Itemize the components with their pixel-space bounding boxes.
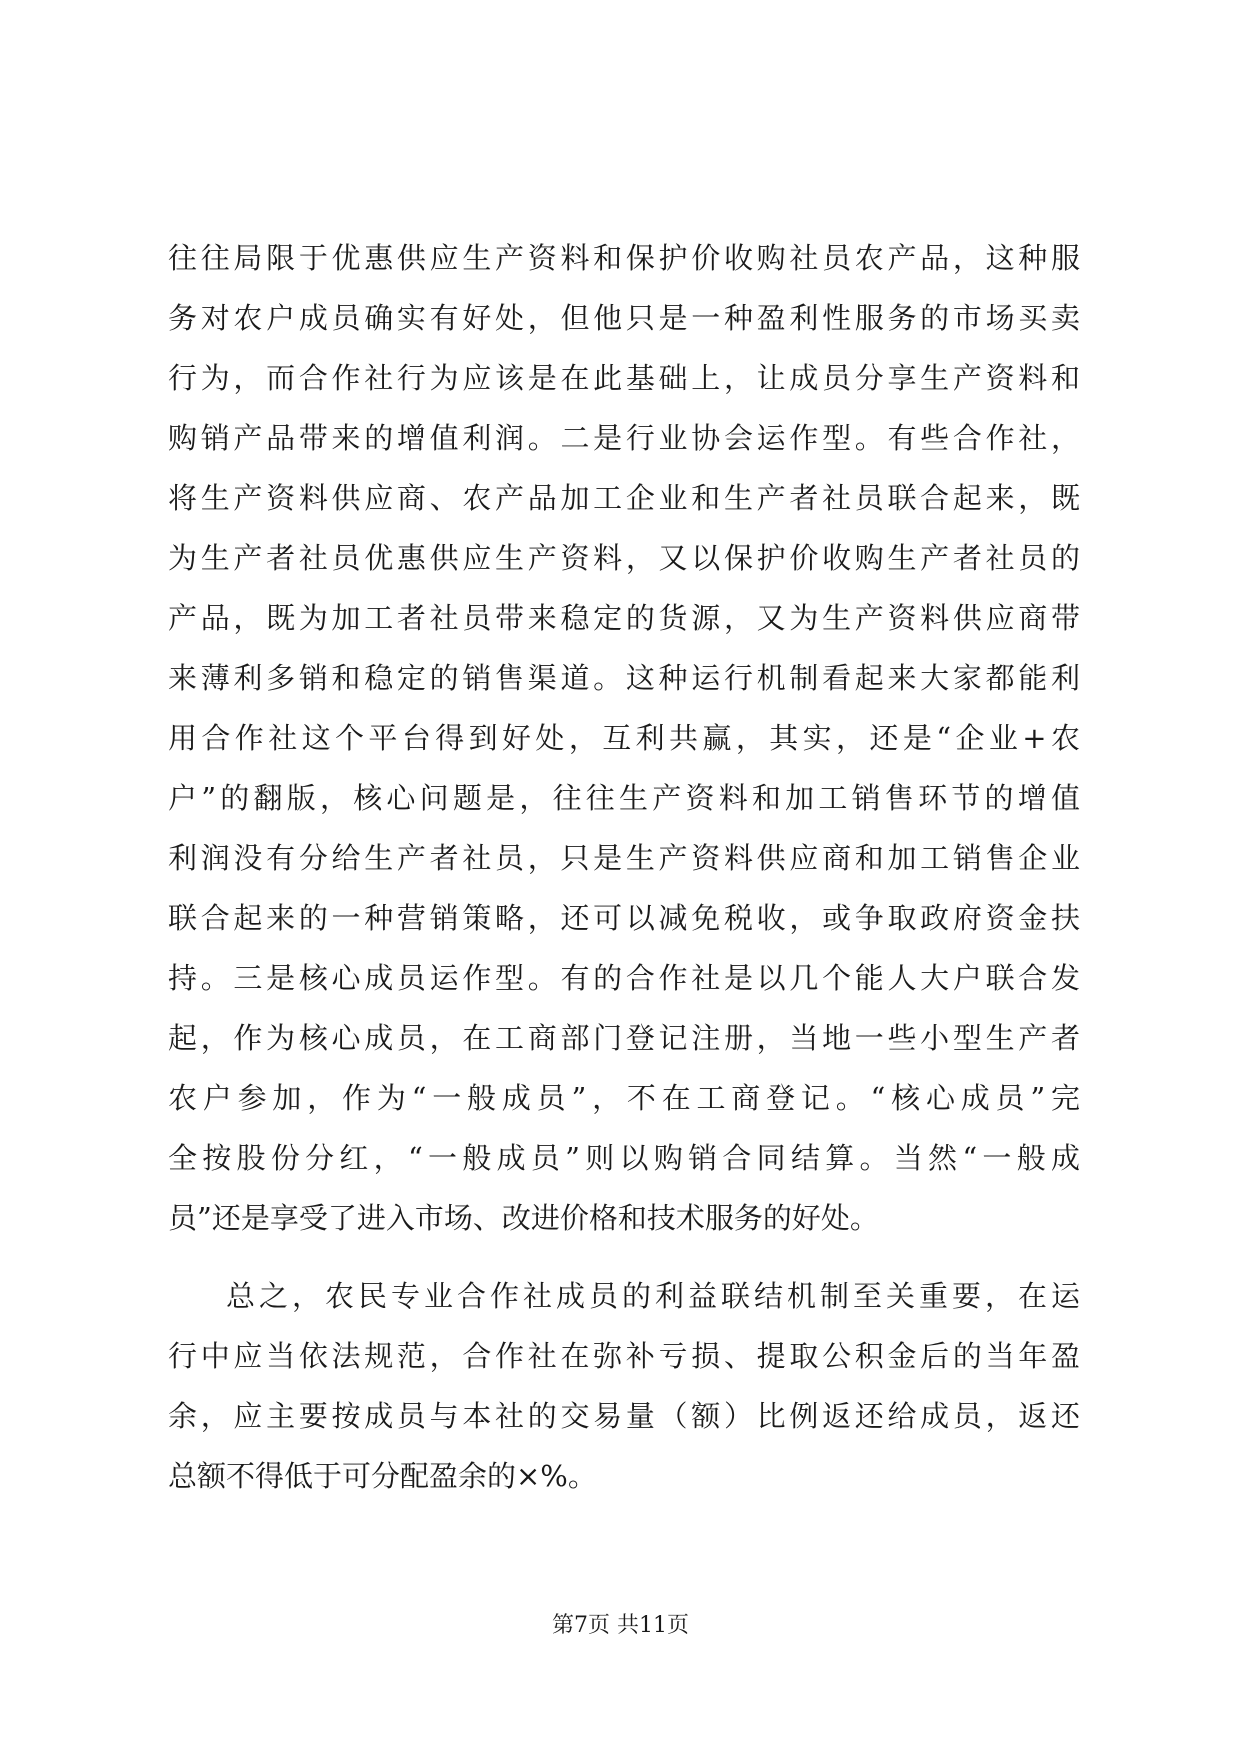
text-line: 起，作为核心成员，在工商部门登记注册，当地一些小型生产者 — [168, 1021, 1080, 1055]
text-line: 用合作社这个平台得到好处，互利共赢，其实，还是“企业+农 — [168, 721, 1080, 755]
text-line: 总额不得低于可分配盈余的×%。 — [168, 1459, 597, 1493]
body-text — [168, 228, 1080, 1506]
text-line: 总之，农民专业合作社成员的利益联结机制至关重要，在运 — [226, 1279, 1080, 1313]
text-line: 员”还是享受了进入市场、改进价格和技术服务的好处。 — [168, 1201, 879, 1235]
text-line: 户”的翻版，核心问题是，往往生产资料和加工销售环节的增值 — [168, 781, 1080, 815]
page-footer — [0, 1612, 1241, 1640]
text-line: 全按股份分红，“一般成员”则以购销合同结算。当然“一般成 — [168, 1141, 1080, 1175]
paragraph — [168, 1266, 1080, 1506]
text-line: 务对农户成员确实有好处，但他只是一种盈利性服务的市场买卖 — [168, 301, 1080, 335]
text-line: 行中应当依法规范，合作社在弥补亏损、提取公积金后的当年盈 — [168, 1339, 1080, 1373]
paragraph-gap — [168, 1248, 1080, 1266]
text-line: 农户参加，作为“一般成员”，不在工商登记。“核心成员”完 — [168, 1081, 1080, 1115]
text-line: 行为，而合作社行为应该是在此基础上，让成员分享生产资料和 — [168, 361, 1080, 395]
text-line: 来薄利多销和稳定的销售渠道。这种运行机制看起来大家都能利 — [168, 661, 1080, 695]
text-line: 将生产资料供应商、农产品加工企业和生产者社员联合起来，既 — [168, 481, 1080, 515]
text-line: 购销产品带来的增值利润。二是行业协会运作型。有些合作社， — [168, 421, 1080, 455]
text-line: 利润没有分给生产者社员，只是生产资料供应商和加工销售企业 — [168, 841, 1080, 875]
text-line: 持。三是核心成员运作型。有的合作社是以几个能人大户联合发 — [168, 961, 1080, 995]
text-line: 往往局限于优惠供应生产资料和保护价收购社员农产品，这种服 — [168, 241, 1080, 275]
text-line: 联合起来的一种营销策略，还可以减免税收，或争取政府资金扶 — [168, 901, 1080, 935]
paragraph — [168, 228, 1080, 1248]
text-line: 产品，既为加工者社员带来稳定的货源，又为生产资料供应商带 — [168, 601, 1080, 635]
page-number: 第7页 共11页 — [552, 1613, 689, 1638]
text-line: 余，应主要按成员与本社的交易量（额）比例返还给成员，返还 — [168, 1399, 1080, 1433]
text-line: 为生产者社员优惠供应生产资料，又以保护价收购生产者社员的 — [168, 541, 1080, 575]
